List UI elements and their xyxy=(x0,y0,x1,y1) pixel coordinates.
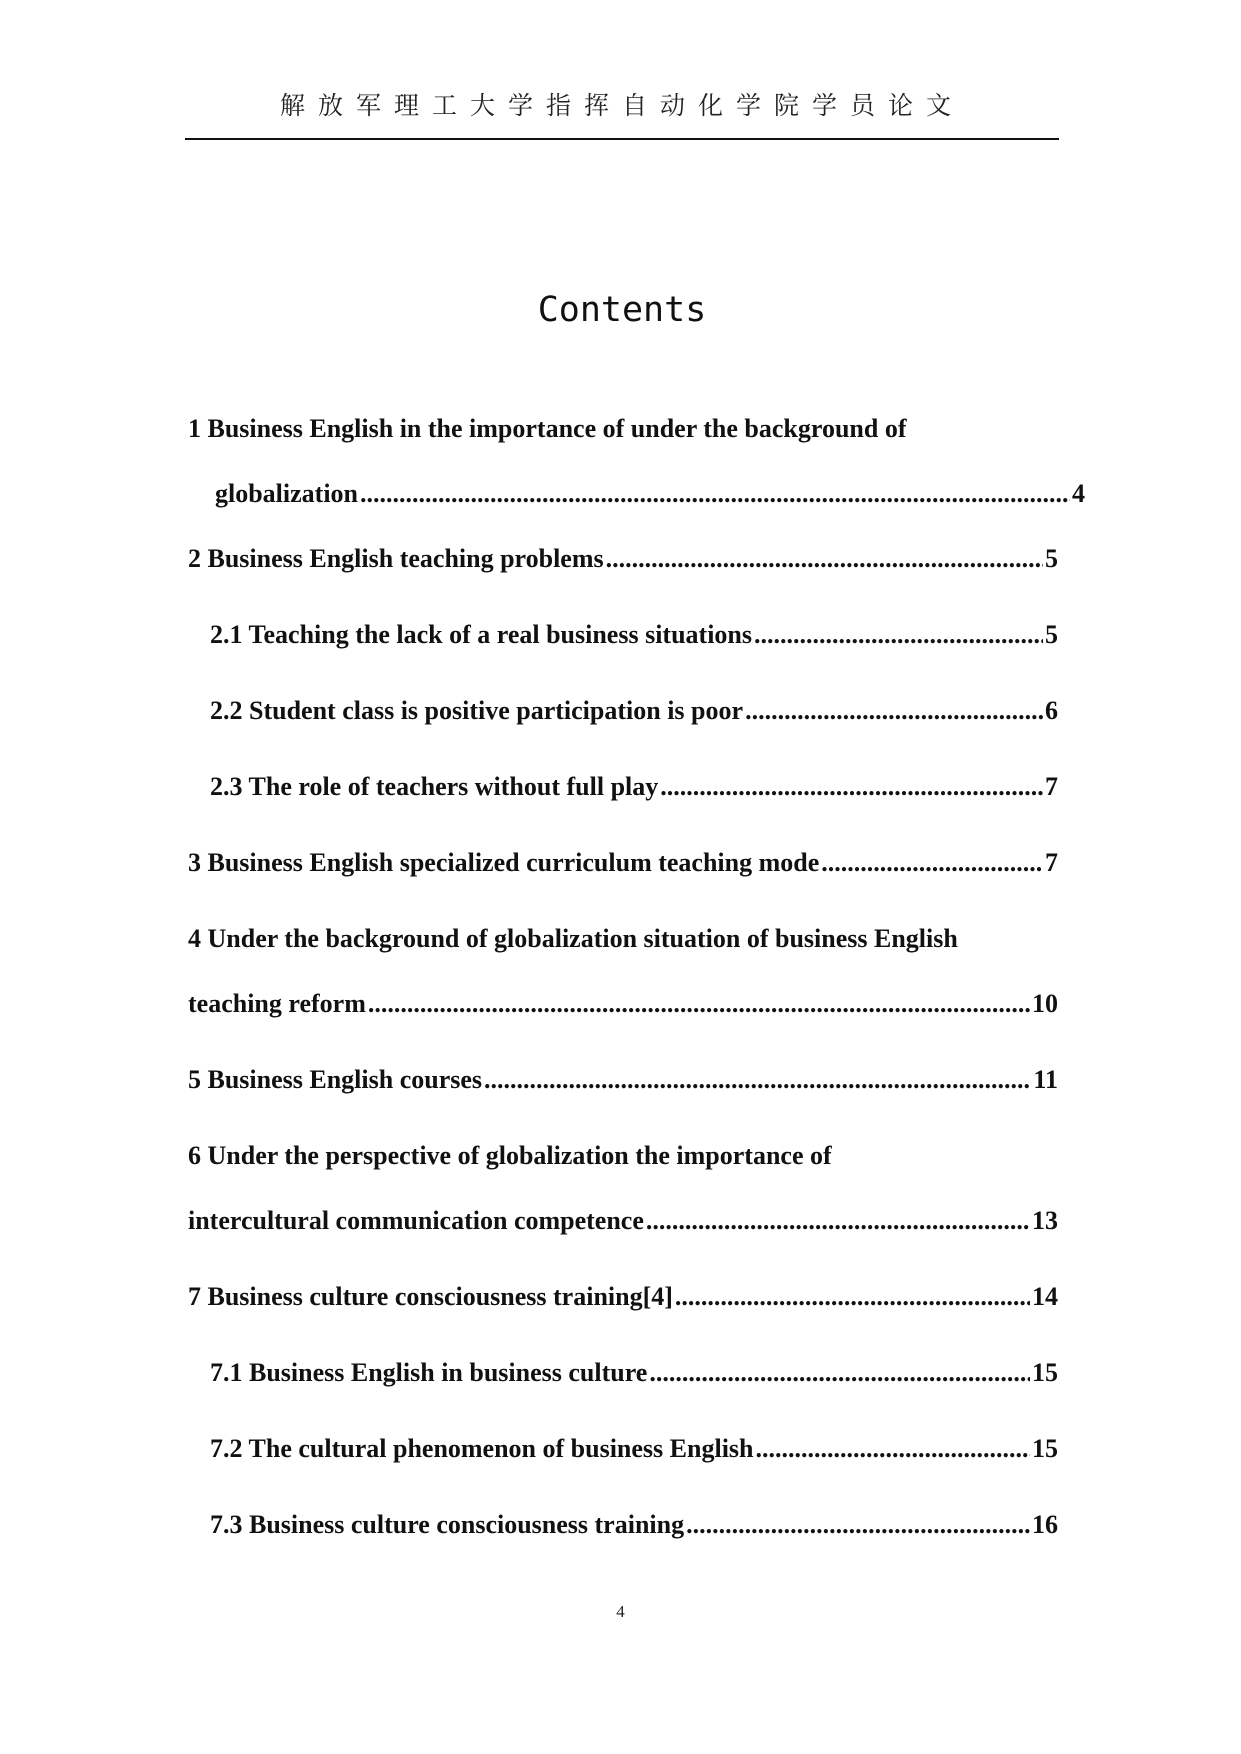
toc-entry-7-2-text: 7.2 The cultural phenomenon of business English xyxy=(210,1434,754,1463)
toc-leader-dots xyxy=(484,1064,1031,1096)
running-header: 解放军理工大学指挥自动化学院学员论文 xyxy=(279,91,964,120)
toc-leader-dots xyxy=(360,478,1070,510)
toc-leader-dots xyxy=(646,1205,1030,1237)
toc-entry-2-2-text: 2.2 Student class is positive participation is poor xyxy=(210,696,744,725)
toc-entry-2-1[interactable] xyxy=(210,619,1058,651)
toc-entry-6[interactable] xyxy=(188,1140,1058,1172)
toc-leader-dots xyxy=(754,619,1043,651)
toc-leader-dots xyxy=(686,1509,1030,1541)
toc-leader-dots xyxy=(368,988,1030,1020)
toc-entry-5[interactable] xyxy=(188,1064,1058,1096)
toc-entry-6-line2: intercultural communication competence xyxy=(188,1206,644,1235)
toc-entry-5-page: 11 xyxy=(1033,1065,1058,1094)
toc-entry-6-page: 13 xyxy=(1032,1206,1058,1235)
toc-leader-dots xyxy=(745,695,1043,727)
toc-entry-4[interactable] xyxy=(188,923,1058,955)
page-title: Contents xyxy=(537,290,707,330)
toc-entry-2-2[interactable] xyxy=(210,695,1058,727)
toc-entry-1-cont[interactable] xyxy=(188,478,1085,510)
toc-leader-dots xyxy=(606,543,1043,575)
toc-entry-7-2-page: 15 xyxy=(1032,1434,1058,1463)
toc-entry-7-text: 7 Business culture consciousness training[4] xyxy=(188,1282,673,1311)
toc-entry-3-page: 7 xyxy=(1045,848,1058,877)
toc-leader-dots xyxy=(660,771,1043,803)
page-number: 4 xyxy=(616,1602,625,1621)
toc-entry-4-line1: 4 Under the background of globalization situation of business English xyxy=(188,924,958,953)
toc-leader-dots xyxy=(821,847,1043,879)
toc-entry-7-3-page: 16 xyxy=(1032,1510,1058,1539)
toc-entry-7-3-text: 7.3 Business culture consciousness training xyxy=(210,1510,685,1539)
toc-entry-7-1-text: 7.1 Business English in business culture xyxy=(210,1358,648,1387)
toc-entry-1-line1: 1 Business English in the importance of under the background of xyxy=(188,414,907,443)
toc-entry-2-3-page: 7 xyxy=(1045,772,1058,801)
toc-entry-2-text: 2 Business English teaching problems xyxy=(188,544,604,573)
toc-entry-3-text: 3 Business English specialized curriculum teaching mode xyxy=(188,848,820,877)
toc-entry-6-cont[interactable] xyxy=(188,1205,1058,1237)
toc-entry-7-1-page: 15 xyxy=(1032,1358,1058,1387)
toc-entry-2-1-page: 5 xyxy=(1045,620,1058,649)
toc-entry-1[interactable] xyxy=(188,413,1058,445)
toc-entry-7-page: 14 xyxy=(1032,1282,1058,1311)
toc-entry-7[interactable] xyxy=(188,1281,1058,1313)
toc-entry-4-line2: teaching reform xyxy=(188,989,366,1018)
toc-leader-dots xyxy=(649,1357,1030,1389)
toc-entry-1-page: 4 xyxy=(1072,479,1085,508)
header-rule xyxy=(185,138,1059,140)
toc-leader-dots xyxy=(756,1433,1031,1465)
toc-entry-2-3[interactable] xyxy=(210,771,1058,803)
toc-entry-5-text: 5 Business English courses xyxy=(188,1065,483,1094)
toc-entry-4-page: 10 xyxy=(1032,989,1058,1018)
toc-leader-dots xyxy=(675,1281,1030,1313)
toc-entry-7-1[interactable] xyxy=(210,1357,1058,1389)
toc-entry-1-line2: globalization xyxy=(215,479,359,508)
toc-entry-4-cont[interactable] xyxy=(188,988,1058,1020)
toc-entry-2-1-text: 2.1 Teaching the lack of a real business situations xyxy=(210,620,753,649)
toc-entry-7-3[interactable] xyxy=(210,1509,1058,1541)
toc-entry-7-2[interactable] xyxy=(210,1433,1058,1465)
toc-entry-3[interactable] xyxy=(188,847,1058,879)
toc-entry-6-line1: 6 Under the perspective of globalization the importance of xyxy=(188,1141,832,1170)
toc-entry-2-3-text: 2.3 The role of teachers without full play xyxy=(210,772,659,801)
toc-entry-2[interactable] xyxy=(188,543,1058,575)
toc-entry-2-page: 5 xyxy=(1045,544,1058,573)
toc-entry-2-2-page: 6 xyxy=(1045,696,1058,725)
